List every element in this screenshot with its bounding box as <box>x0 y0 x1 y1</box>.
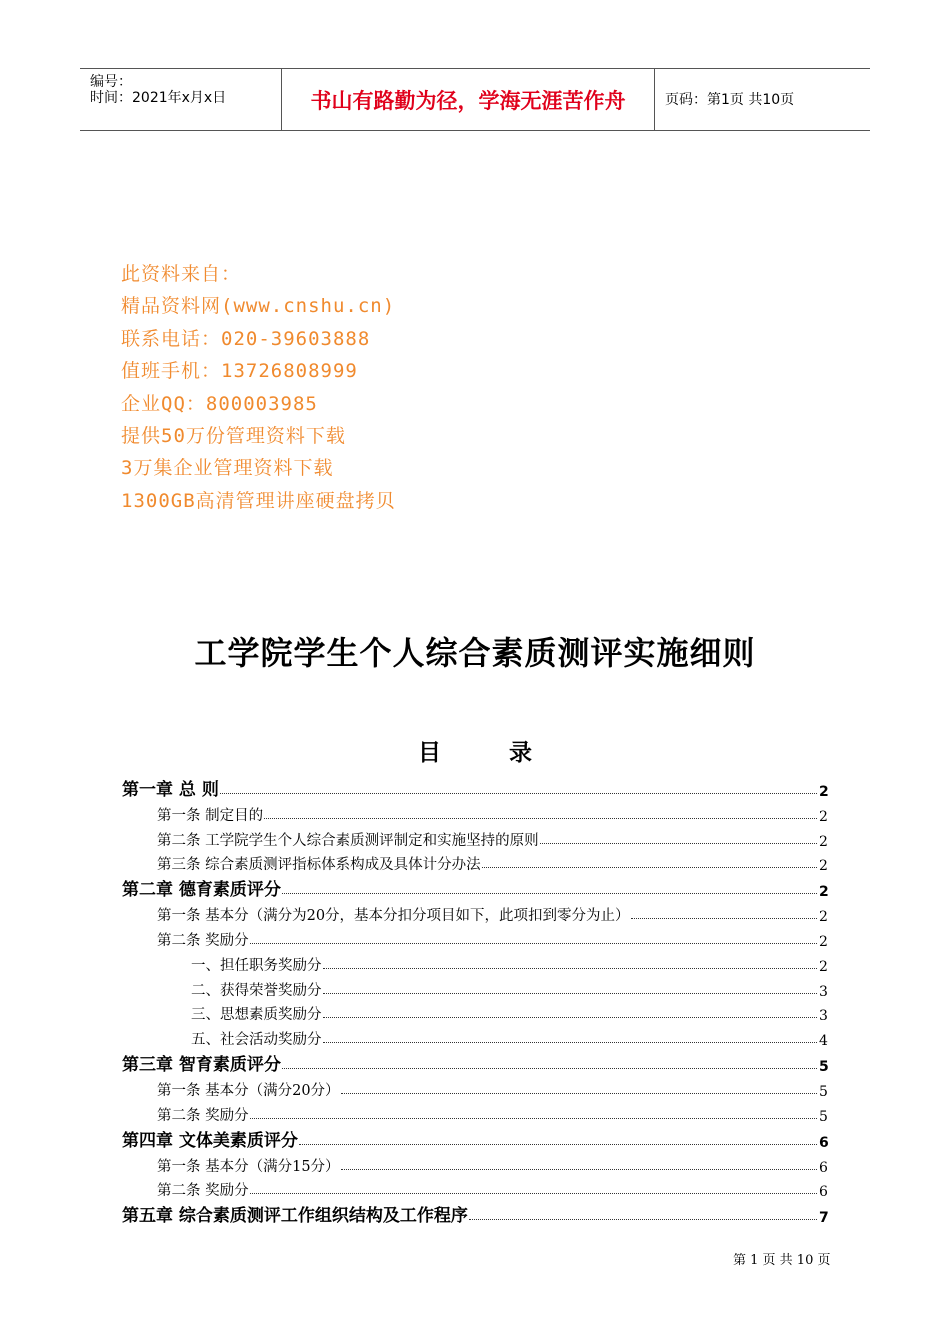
toc-leader-dots <box>323 1016 818 1018</box>
toc-entry[interactable] <box>122 1125 827 1151</box>
toc-page-number: 6 <box>819 1184 828 1201</box>
toc-page-number: 7 <box>819 1210 829 1227</box>
toc-page-number: 2 <box>819 808 828 825</box>
toc-page-number: 2 <box>819 833 828 850</box>
toc-entry[interactable] <box>122 800 827 825</box>
toc-page-number: 2 <box>819 858 828 875</box>
toc-leader-dots <box>250 942 817 944</box>
info-line: 3万集企业管理资料下载 <box>121 457 334 480</box>
toc-entry-text: 第二条 奖励分 <box>157 932 249 949</box>
header-meta-cell <box>80 69 282 130</box>
toc-entry-text: 第四章 文体美素质评分 <box>122 1130 298 1151</box>
toc-leader-dots <box>323 967 818 969</box>
toc-entry-text: 五、社会活动奖励分 <box>191 1032 322 1049</box>
toc-entry-text: 第二条 奖励分 <box>157 1183 249 1200</box>
header-page-info: 页码：第1页 共10页 <box>665 92 795 108</box>
toc-heading: 目 录 <box>417 740 562 766</box>
toc-page-number: 6 <box>819 1134 829 1151</box>
toc-leader-dots <box>264 817 817 819</box>
info-line: 1300GB高清管理讲座硬盘拷贝 <box>121 489 396 512</box>
toc-page-number: 2 <box>819 958 828 975</box>
info-line: 提供50万份管理资料下载 <box>121 425 346 448</box>
toc-entry[interactable] <box>122 850 827 875</box>
toc-leader-dots <box>341 1168 817 1170</box>
toc-entry[interactable] <box>122 1000 827 1025</box>
toc-leader-dots <box>482 866 817 868</box>
info-line: 精品资料网(www.cnshu.cn) <box>121 295 396 318</box>
toc-entry-text: 第二条 工学院学生个人综合素质测评制定和实施坚持的原则 <box>157 832 539 849</box>
header-motto-cell <box>282 69 655 130</box>
header-motto: 书山有路勤为径，学海无涯苦作舟 <box>310 89 626 113</box>
toc-entry[interactable] <box>122 825 827 850</box>
document-number-label: 编号： <box>90 74 132 90</box>
toc-entry[interactable] <box>122 1100 827 1125</box>
info-line: 此资料来自： <box>121 263 242 285</box>
toc-entry-text: 三、思想素质奖励分 <box>191 1007 322 1024</box>
document-header-table <box>80 68 870 131</box>
info-line: 企业QQ：800003985 <box>121 392 318 415</box>
toc-page-number: 6 <box>819 1159 828 1176</box>
toc-entry[interactable] <box>122 774 827 800</box>
toc-entry-text: 第二条 奖励分 <box>157 1107 249 1124</box>
toc-leader-dots <box>250 1117 817 1119</box>
toc-page-number: 5 <box>819 1083 828 1100</box>
info-line: 值班手机：13726808999 <box>121 360 358 383</box>
toc-entry[interactable] <box>122 874 827 900</box>
toc-entry-text: 第一条 基本分（满分20分） <box>157 1082 340 1099</box>
toc-leader-dots <box>299 1143 817 1145</box>
toc-entry[interactable] <box>122 975 827 1000</box>
toc-page-number: 3 <box>819 983 828 1000</box>
toc-page-number: 5 <box>819 1059 829 1076</box>
toc-leader-dots <box>282 1067 817 1069</box>
toc-entry[interactable] <box>122 950 827 975</box>
info-line: 联系电话：020-39603888 <box>121 327 371 350</box>
toc-entry-text: 第一条 基本分（满分15分） <box>157 1158 340 1175</box>
toc-entry[interactable] <box>122 1176 827 1201</box>
toc-leader-dots <box>220 792 817 794</box>
toc-page-number: 2 <box>819 784 829 800</box>
toc-page-number: 2 <box>819 884 829 901</box>
toc-entry[interactable] <box>122 925 827 950</box>
toc-entry-text: 第五章 综合素质测评工作组织结构及工作程序 <box>122 1206 468 1227</box>
toc-entry[interactable] <box>122 900 827 925</box>
toc-entry[interactable] <box>122 1024 827 1049</box>
toc-leader-dots <box>469 1218 817 1220</box>
toc-leader-dots <box>323 1041 818 1043</box>
toc-entry-text: 第一条 基本分（满分为20分，基本分扣分项目如下，此项扣到零分为止） <box>157 908 630 925</box>
toc-entry-text: 第三章 智育素质评分 <box>122 1055 281 1076</box>
toc-leader-dots <box>540 842 817 844</box>
toc-entry-text: 第二章 德育素质评分 <box>122 880 281 901</box>
toc-entry-text: 第一条 制定目的 <box>157 807 264 824</box>
page-footer: 第 1 页 共 10 页 <box>733 1253 831 1268</box>
toc-page-number: 5 <box>819 1108 828 1125</box>
source-info-block <box>121 258 396 517</box>
toc-entry[interactable] <box>122 1049 827 1075</box>
toc-page-number: 4 <box>819 1033 828 1050</box>
document-title: 工学院学生个人综合素质测评实施细则 <box>194 634 756 672</box>
toc-entry-text: 二、获得荣誉奖励分 <box>191 982 322 999</box>
toc-entry[interactable] <box>122 1075 827 1100</box>
toc-page-number: 3 <box>819 1008 828 1025</box>
toc-leader-dots <box>282 892 817 894</box>
toc-entry[interactable] <box>122 1200 827 1226</box>
document-time-label: 时间：2021年x月x日 <box>90 90 227 106</box>
toc-leader-dots <box>250 1192 817 1194</box>
table-of-contents <box>122 774 827 1226</box>
toc-entry-text: 第一章 总 则 <box>122 780 219 800</box>
toc-entry-text: 第三条 综合素质测评指标体系构成及具体计分办法 <box>157 857 481 874</box>
toc-page-number: 2 <box>819 909 828 926</box>
toc-leader-dots <box>323 992 818 994</box>
header-page-cell <box>655 69 870 130</box>
toc-entry[interactable] <box>122 1151 827 1176</box>
toc-page-number: 2 <box>819 933 828 950</box>
toc-entry-text: 一、担任职务奖励分 <box>191 957 322 974</box>
toc-leader-dots <box>631 917 817 919</box>
toc-leader-dots <box>341 1092 817 1094</box>
